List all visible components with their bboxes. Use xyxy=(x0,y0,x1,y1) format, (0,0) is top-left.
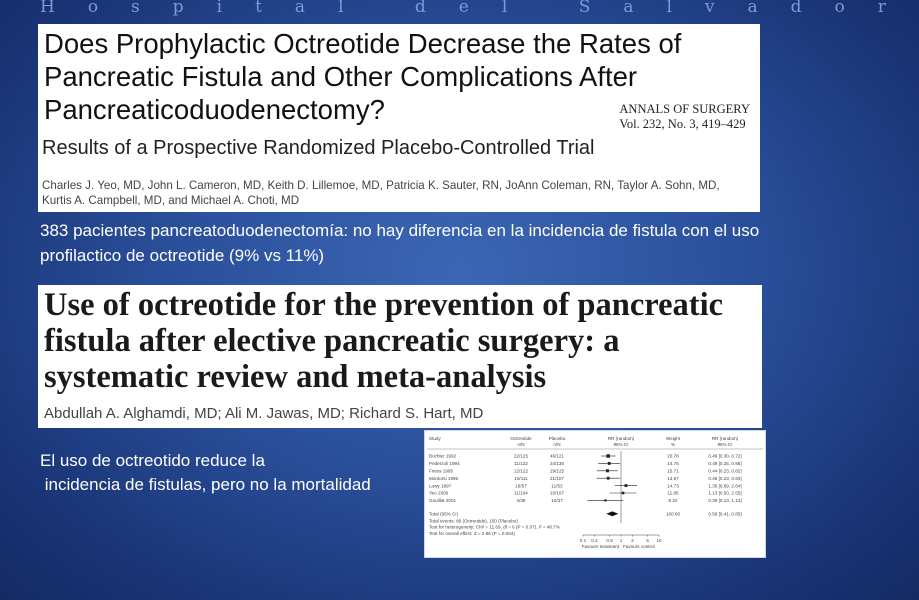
x-axis-tick-label: 0.5 xyxy=(606,538,613,543)
x-axis-tick-label: 2 xyxy=(631,538,634,543)
total-weight: 100.00 xyxy=(665,511,681,517)
octreotide-events: 22/125 xyxy=(513,453,529,459)
header-weight-unit: % xyxy=(670,442,676,447)
octreotide-events: 12/122 xyxy=(513,468,529,474)
paper1-subtitle: Results of a Prospective Randomized Placebo-Controlled Trial xyxy=(42,137,595,159)
effect-square xyxy=(606,469,609,472)
favours-treatment-label: Favours treatment xyxy=(581,544,619,549)
study-rr-ci: 0.44 [0.23, 0.82] xyxy=(708,468,742,474)
octreotide-events: 11/104 xyxy=(514,490,528,496)
header-study: Study xyxy=(429,436,441,441)
study-weight: 20.78 xyxy=(667,453,679,459)
effect-square xyxy=(625,484,628,487)
octreotide-events: 4/38 xyxy=(516,498,526,504)
total-label: Total (95% CI) xyxy=(429,511,459,517)
placebo-events: 29/125 xyxy=(549,468,565,474)
study-weight: 15.71 xyxy=(667,468,679,474)
header-rr-ci: 95% CI xyxy=(613,442,629,447)
study-rr-ci: 1.35 [0.69, 2.64] xyxy=(708,483,742,489)
footnote: Test for heterogeneity: Chi² = 11.69, df = 6 (P = 0.07), I² = 48.7% xyxy=(429,524,560,530)
effect-square xyxy=(604,499,606,501)
journal-citation xyxy=(619,102,750,132)
study-name: Pederzoli 1994 xyxy=(429,461,460,467)
header-octreotide: Octreotide xyxy=(510,436,532,441)
octreotide-events: 11/122 xyxy=(514,461,528,467)
x-axis-tick-label: 0.1 xyxy=(579,538,587,543)
header-weight: Weight xyxy=(665,436,681,441)
hospital-banner: Hospital del Salvador xyxy=(40,0,919,17)
header-octreotide-unit: n/N xyxy=(517,442,525,447)
study-name: Montorsi 1995 xyxy=(429,475,459,481)
study-rr-ci: 1.13 [0.50, 2.55] xyxy=(708,490,742,496)
x-axis-tick-label: 1 xyxy=(619,538,623,543)
study-weight: 14.73 xyxy=(667,483,679,489)
header-rr2: RR (random) xyxy=(711,436,739,441)
study-name: Yeo 2000 xyxy=(429,490,449,496)
x-axis-tick-label: 5 xyxy=(646,538,649,543)
paper1-title: Does Prophylactic Octreotide Decrease the Rates of Pancreatic Fistula and Other Complications After Pancreaticoduodenectomy? xyxy=(44,28,682,125)
octreotide-events: 10/111 xyxy=(514,475,528,481)
x-axis-tick-label: 10 xyxy=(656,538,662,543)
study-name: Friess 1995 xyxy=(429,468,454,474)
study-rr-ci: 0.39 [0.13, 1.13] xyxy=(708,498,742,504)
effect-square xyxy=(608,462,611,465)
placebo-events: 11/53 xyxy=(551,483,563,489)
forest-plot-svg xyxy=(425,431,765,557)
paper1-authors: Charles J. Yeo, MD, John L. Cameron, MD, Keith D. Lillemoe, MD, Patricia K. Sauter, RN, JoAnn Coleman, RN, Taylor A. Sohn, MD, Kurtis A. Campbell, MD, and Michael A. Choti, MD xyxy=(42,179,720,207)
placebo-events: 46/121 xyxy=(549,453,565,459)
study-name: Gouillat 2001 xyxy=(429,498,457,504)
study-name: Lowy 1997 xyxy=(429,483,452,489)
finding-1-text: 383 pacientes pancreatoduodenectomía: no hay diferencia en la incidencia de fistula con el uso profilactico de octreotide (9% vs 11%) xyxy=(40,221,760,265)
footnote: Total events: 86 (Octreotide), 150 (Placebo) xyxy=(429,518,518,524)
header-placebo-unit: n/N xyxy=(553,442,561,447)
placebo-events: 10/107 xyxy=(549,490,565,496)
placebo-events: 21/107 xyxy=(549,475,565,481)
footnote: Test for overall effect: Z = 2.86 (P = 0.004) xyxy=(429,530,515,536)
forest-plot xyxy=(424,430,766,558)
x-axis-tick-label: 0.2 xyxy=(591,538,598,543)
study-weight: 14.75 xyxy=(667,461,679,467)
header-rr: RR (random) xyxy=(607,436,635,441)
paper2-header-card xyxy=(38,285,762,428)
journal-volume: Vol. 232, No. 3, 419–429 xyxy=(619,117,746,131)
total-rr-ci: 0.59 [0.41, 0.85] xyxy=(708,511,742,517)
effect-square xyxy=(606,454,609,457)
study-rr-ci: 0.46 [0.23, 0.93] xyxy=(708,475,742,481)
effect-square xyxy=(622,492,625,495)
paper2-authors: Abdullah A. Alghamdi, MD; Ali M. Jawas, MD; Richard S. Hart, MD xyxy=(44,405,484,422)
total-diamond xyxy=(606,511,618,516)
study-weight: 13.97 xyxy=(667,475,679,481)
study-name: Buchler 1992 xyxy=(429,453,457,459)
effect-square xyxy=(607,477,610,480)
study-rr-ci: 0.46 [0.30, 0.72] xyxy=(708,453,742,459)
finding-2-text: El uso de octreotido reduce la incidencia de fistulas, pero no la mortalidad xyxy=(40,451,371,494)
header-rr2-ci: 95% CI xyxy=(717,442,733,447)
paper2-title: Use of octreotide for the prevention of pancreatic fistula after elective pancreatic surgery: a systematic review and meta-analysis xyxy=(44,287,724,395)
octreotide-events: 16/57 xyxy=(515,483,527,489)
placebo-events: 24/130 xyxy=(549,461,565,467)
header-placebo: Placebo xyxy=(548,436,566,441)
study-weight: 8.22 xyxy=(668,498,678,504)
favours-control-label: Favours control xyxy=(623,544,655,549)
study-weight: 11.85 xyxy=(667,490,679,496)
paper1-header-card xyxy=(38,24,760,212)
study-rr-ci: 0.49 [0.25, 0.95] xyxy=(708,461,742,467)
placebo-events: 10/37 xyxy=(551,498,563,504)
journal-name: ANNALS OF SURGERY xyxy=(619,102,750,116)
